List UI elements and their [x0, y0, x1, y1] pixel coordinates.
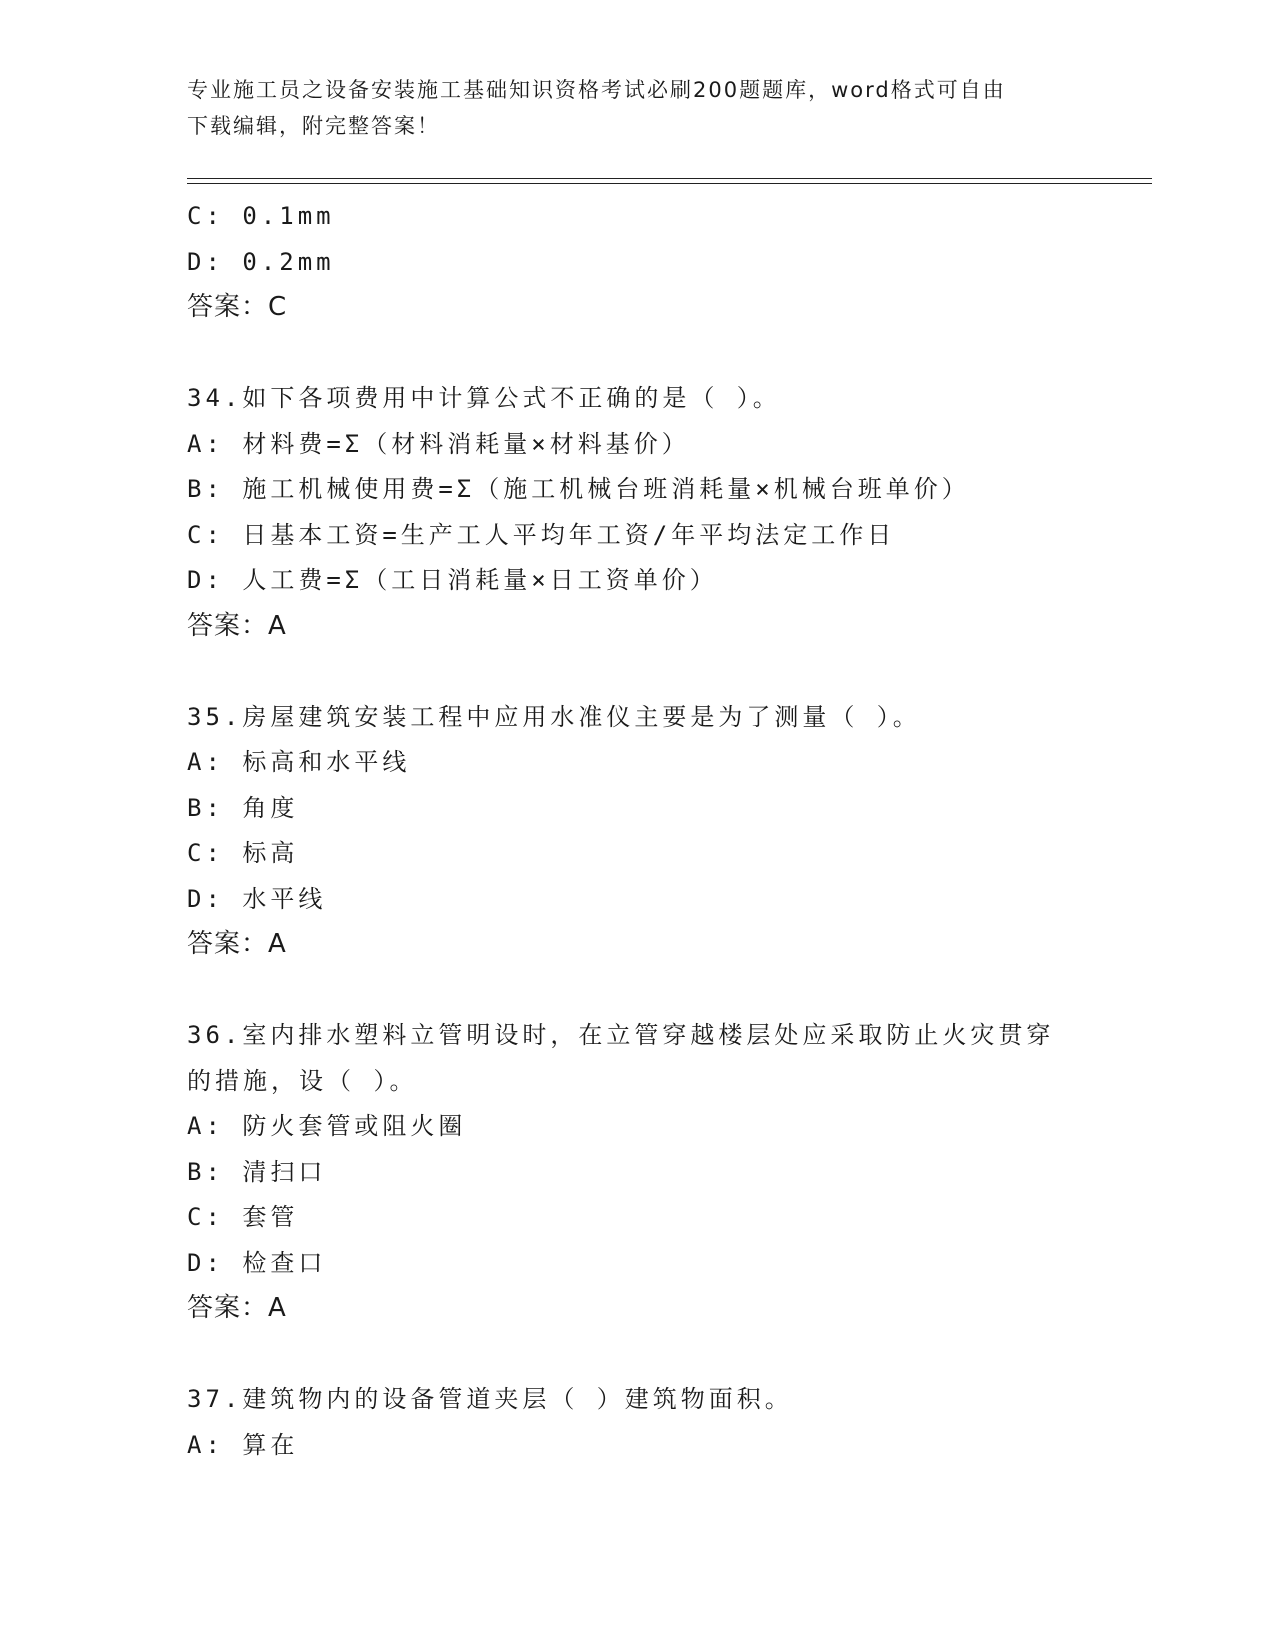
option-a: A: 材料费=Σ（材料消耗量×材料基价）	[187, 429, 690, 458]
answer-line: 答案：A	[187, 929, 287, 959]
spacer	[187, 968, 1147, 1014]
question-stem: 37.建筑物内的设备管道夹层（ ）建筑物面积。	[187, 1385, 793, 1413]
answer-line: 答案：A	[187, 610, 287, 641]
header-line-1: 专业施工员之设备安装施工基础知识资格考试必刷200题题库，word格式可自由	[187, 78, 1006, 102]
option-a: A: 算在	[187, 1430, 299, 1459]
spacer	[187, 1332, 1147, 1378]
option-c: C: 套管	[187, 1203, 299, 1231]
header-divider-top	[187, 178, 1152, 179]
question-stem: 34.如下各项费用中计算公式不正确的是（ ）。	[187, 384, 781, 412]
question-36	[187, 1013, 1147, 1332]
header-line-2: 下载编辑，附完整答案！	[187, 114, 440, 138]
option-a: A: 标高和水平线	[187, 748, 411, 776]
question-carryover	[187, 194, 1147, 331]
option-b: B: 角度	[187, 793, 299, 822]
spacer	[187, 649, 1147, 695]
question-list	[187, 194, 1147, 1468]
answer-line: 答案：A	[187, 1293, 287, 1323]
option-d: D: 水平线	[187, 884, 327, 913]
question-35	[187, 695, 1147, 968]
spacer	[187, 331, 1147, 377]
question-stem: 36.室内排水塑料立管明设时，在立管穿越楼层处应采取防止火灾贯穿	[187, 1021, 1055, 1049]
question-stem-continued: 的措施，设（ ）。	[187, 1066, 418, 1095]
question-37	[187, 1377, 1147, 1468]
option-b: B: 清扫口	[187, 1157, 327, 1186]
option-d: D: 检查口	[187, 1248, 327, 1277]
option-c: C: 日基本工资=生产工人平均年工资/年平均法定工作日	[187, 520, 896, 549]
header-divider-bottom	[187, 183, 1152, 184]
option-d: D: 0.2mm	[187, 247, 335, 276]
option-b: B: 施工机械使用费=Σ（施工机械台班消耗量×机械台班单价）	[187, 475, 970, 503]
option-c: C: 标高	[187, 839, 299, 867]
document-header	[187, 72, 1087, 144]
option-c: C: 0.1mm	[187, 202, 335, 230]
question-stem: 35.房屋建筑安装工程中应用水准仪主要是为了测量（ ）。	[187, 702, 921, 731]
option-a: A: 防火套管或阻火圈	[187, 1112, 467, 1140]
answer-line: 答案：C	[187, 292, 288, 322]
option-d: D: 人工费=Σ（工日消耗量×日工资单价）	[187, 566, 718, 594]
question-34	[187, 376, 1147, 649]
